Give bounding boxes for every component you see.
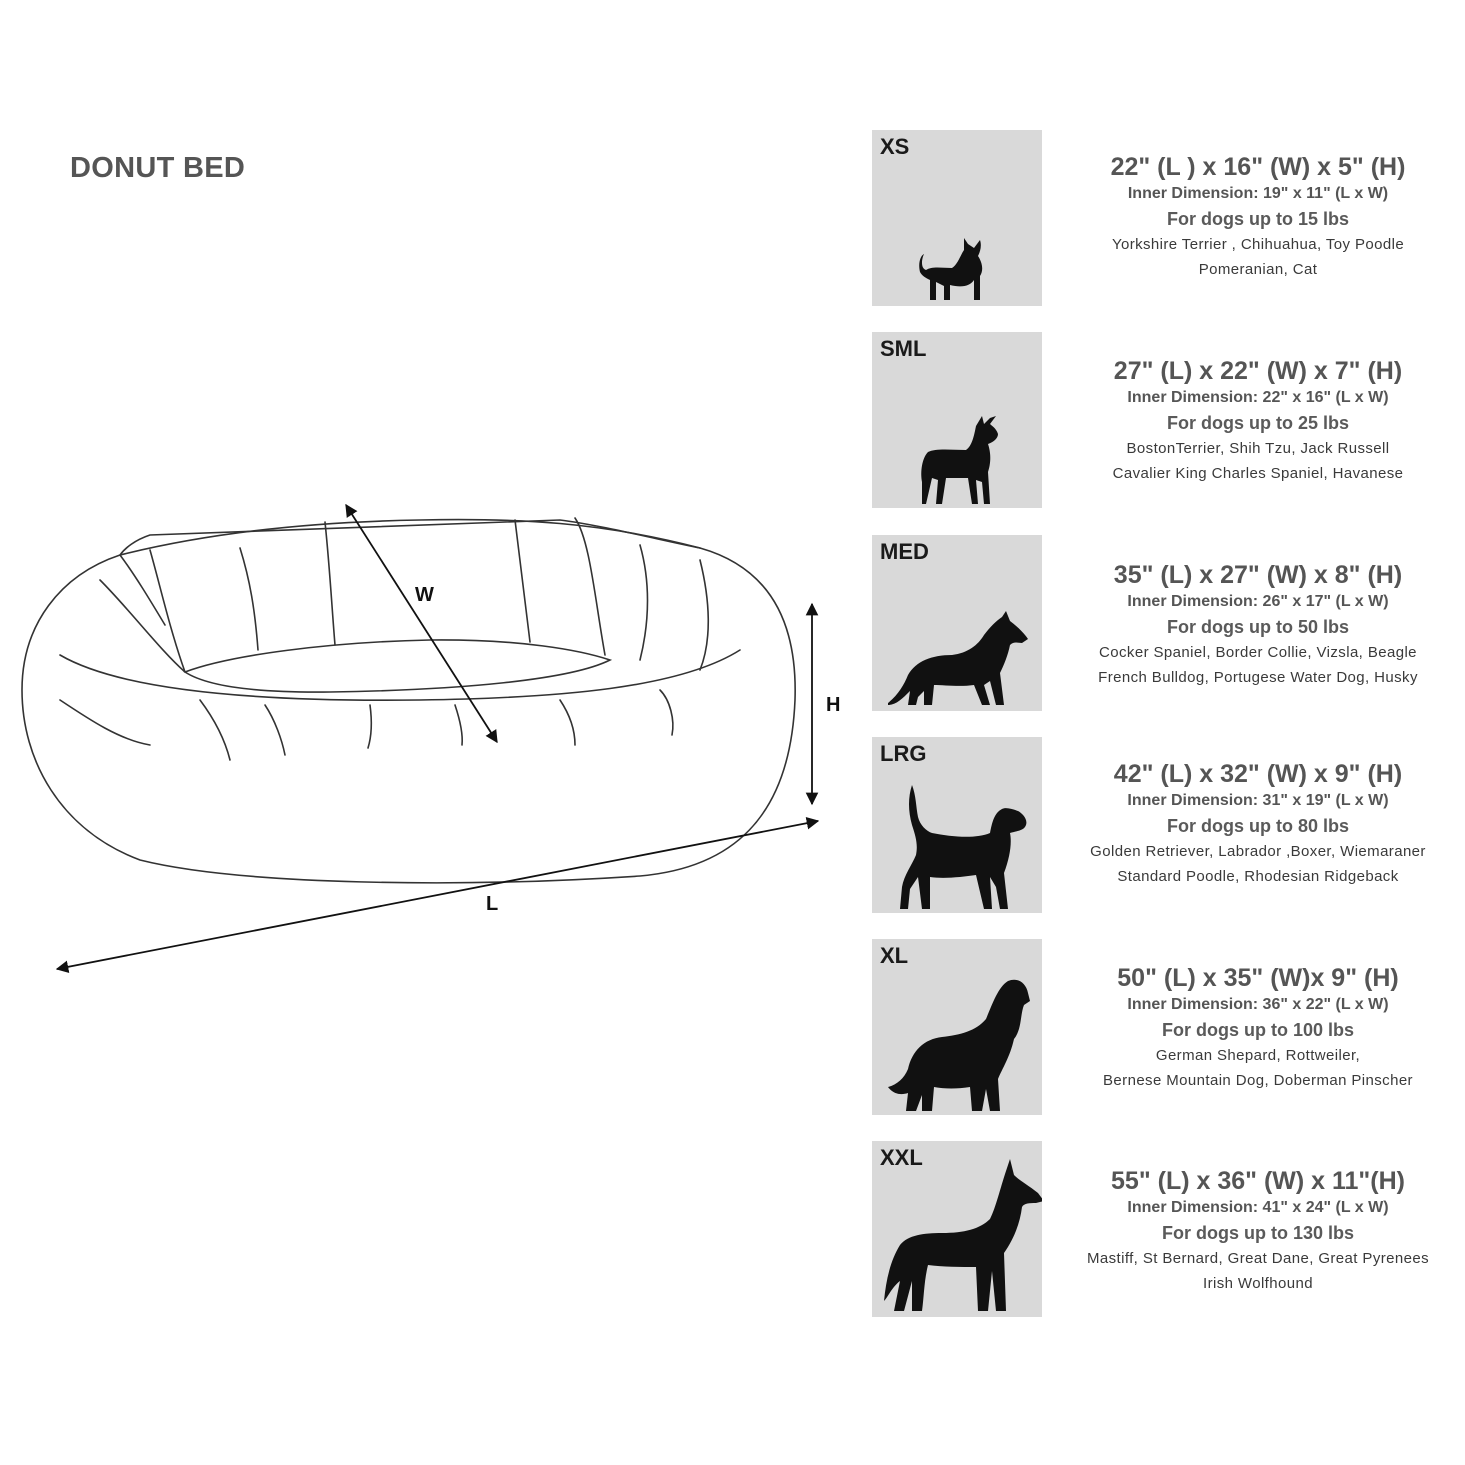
breeds-line-2: Pomeranian, Cat [1198, 261, 1318, 278]
weight-limit: For dogs up to 100 lbs [1161, 1020, 1354, 1040]
great-dane-silhouette-icon [872, 1141, 1042, 1317]
page-title: DONUT BED [70, 152, 246, 184]
inner-dimensions: Inner Dimension: 19" x 11" (L x W) [1127, 185, 1389, 202]
labrador-silhouette-icon [872, 737, 1042, 913]
bernese-silhouette-icon [872, 939, 1042, 1115]
length-label: L [486, 893, 499, 915]
breeds-line-2: Bernese Mountain Dog, Doberman Pinscher [1103, 1072, 1413, 1089]
size-box-xs [872, 130, 1042, 306]
breeds-line-1: Cocker Spaniel, Border Collie, Vizsla, Beagle [1099, 644, 1417, 661]
size-info-xl [1062, 963, 1454, 1093]
size-box-xl [872, 939, 1042, 1115]
weight-limit: For dogs up to 15 lbs [1166, 209, 1349, 229]
donut-bed-diagram [0, 0, 860, 1000]
breeds-line-1: BostonTerrier, Shih Tzu, Jack Russell [1126, 440, 1390, 457]
width-label: W [415, 584, 434, 606]
outer-dimensions: 22" (L ) x 16" (W) x 5" (H) [1110, 153, 1406, 181]
size-info-xxl [1062, 1166, 1454, 1296]
size-code: XS [880, 134, 910, 159]
breeds-line-1: Yorkshire Terrier , Chihuahua, Toy Poodle [1111, 236, 1405, 253]
outer-dimensions: 50" (L) x 35" (W)x 9" (H) [1117, 964, 1399, 992]
inner-dimensions: Inner Dimension: 26" x 17" (L x W) [1127, 593, 1389, 610]
inner-dimensions: Inner Dimension: 36" x 22" (L x W) [1127, 996, 1389, 1013]
outer-dimensions: 35" (L) x 27" (W) x 8" (H) [1113, 561, 1403, 589]
size-box-lrg [872, 737, 1042, 913]
outer-dimensions: 27" (L) x 22" (W) x 7" (H) [1113, 357, 1403, 385]
breeds-line-2: French Bulldog, Portugese Water Dog, Husky [1098, 669, 1418, 686]
outer-dimensions: 55" (L) x 36" (W) x 11"(H) [1111, 1167, 1405, 1195]
size-info-lrg [1062, 759, 1454, 889]
inner-dimensions: Inner Dimension: 22" x 16" (L x W) [1127, 389, 1389, 406]
size-code: MED [880, 539, 929, 564]
breeds-line-1: German Shepard, Rottweiler, [1155, 1047, 1361, 1064]
size-box-xxl [872, 1141, 1042, 1317]
boston-terrier-silhouette-icon [872, 332, 1042, 508]
breeds-line-1: Golden Retriever, Labrador ,Boxer, Wiemaraner [1090, 843, 1426, 860]
weight-limit: For dogs up to 80 lbs [1166, 816, 1349, 836]
weight-limit: For dogs up to 130 lbs [1161, 1223, 1354, 1243]
size-box-sml [872, 332, 1042, 508]
outer-dimensions: 42" (L) x 32" (W) x 9" (H) [1113, 760, 1403, 788]
size-code: LRG [880, 741, 927, 766]
length-arrow [57, 821, 818, 969]
size-info-med [1062, 560, 1454, 690]
yorkie-silhouette-icon [872, 130, 1042, 306]
breeds-line-1: Mastiff, St Bernard, Great Dane, Great Pyrenees [1086, 1250, 1429, 1267]
bed-outline [22, 518, 795, 883]
breeds-line-2: Cavalier King Charles Spaniel, Havanese [1112, 465, 1404, 482]
breeds-line-2: Irish Wolfhound [1203, 1275, 1313, 1292]
size-code: SML [880, 336, 927, 361]
weight-limit: For dogs up to 25 lbs [1166, 413, 1349, 433]
size-box-med [872, 535, 1042, 711]
width-arrow [346, 505, 497, 742]
height-label: H [826, 694, 841, 716]
size-info-sml [1062, 356, 1454, 486]
size-info-xs [1062, 152, 1454, 282]
size-code: XL [880, 943, 909, 968]
size-code: XXL [880, 1145, 923, 1170]
collie-silhouette-icon [872, 535, 1042, 711]
inner-dimensions: Inner Dimension: 31" x 19" (L x W) [1127, 792, 1389, 809]
weight-limit: For dogs up to 50 lbs [1166, 617, 1349, 637]
inner-dimensions: Inner Dimension: 41" x 24" (L x W) [1127, 1199, 1389, 1216]
breeds-line-2: Standard Poodle, Rhodesian Ridgeback [1117, 868, 1399, 885]
